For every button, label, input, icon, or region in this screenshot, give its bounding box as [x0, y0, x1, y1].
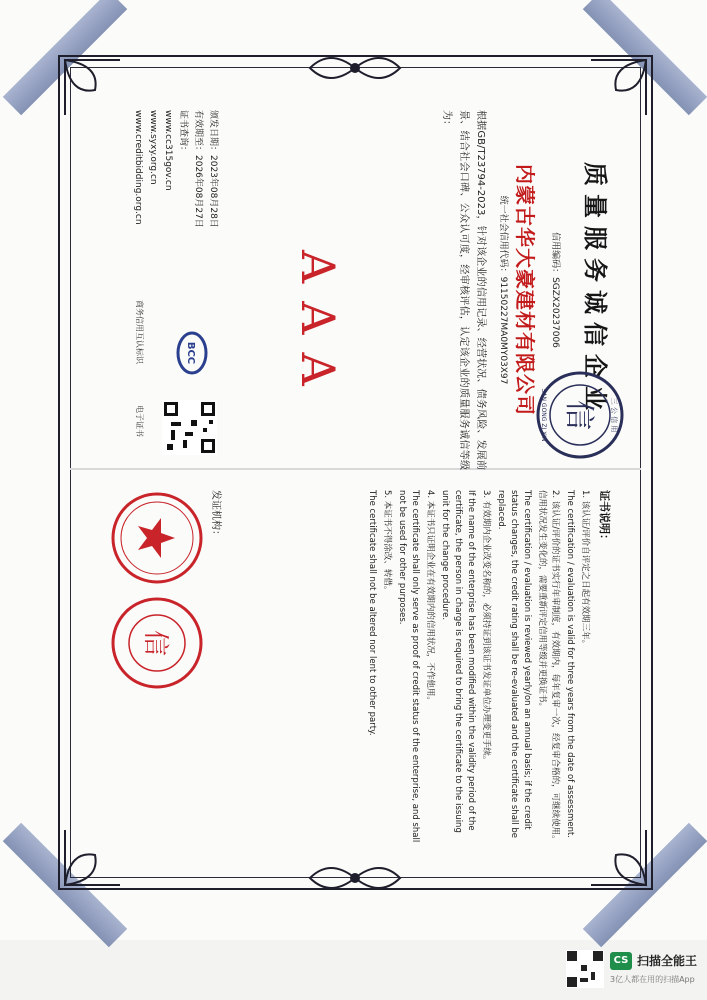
- note-item: 5. 本证书不得涂改、转借。: [382, 490, 392, 595]
- mutual-recognition-label: 商务信用互认标识: [135, 300, 144, 364]
- red-seal-stamp-1-icon: [109, 490, 205, 586]
- credit-code: 信用编码：SGZX20237006: [550, 232, 560, 348]
- note-item: The certificate shall not be altered nor lent to other party.: [367, 490, 377, 736]
- camscanner-logo: CS: [610, 952, 632, 970]
- query-site-1: www.cc315gov.cn: [163, 110, 173, 191]
- svg-text:信: 信: [140, 629, 170, 657]
- issue-date: 颁发日期：2023年08月28日: [208, 110, 218, 228]
- note-item: 3. 有效期内企业改变名称的，必须持证到该证书发证单位办理变更手续。: [481, 490, 491, 765]
- certificate-qr-code-icon[interactable]: [162, 400, 217, 455]
- certificate-title: 质量服务诚信企业: [581, 162, 610, 418]
- unified-social-credit-code: 统一社会信用代码：91150227MA0MY03X97: [498, 195, 508, 385]
- query-site-3: www.creditbidding.org.cn: [133, 110, 143, 225]
- note-item: The certification / evaluation is valid for three years from the date of assessment.: [565, 490, 575, 839]
- scanner-tagline: 3亿人都在用的扫描App: [610, 975, 695, 984]
- bcc-logo-icon: [169, 330, 215, 376]
- seal-bottom-text: SAN GONG ZI XIN: [540, 388, 547, 442]
- note-item: 4. 本证书只证明企业在有效期内的信用状况，不作他用。: [425, 490, 435, 705]
- certificate-notes: [95, 480, 615, 860]
- certificate-main: [95, 100, 618, 480]
- issuer-label: 发证机构：: [210, 490, 221, 540]
- bcc-logo-text: BCC: [185, 341, 196, 365]
- note-item: 1. 该认证/评价自评定之日起有效期三年。: [580, 490, 590, 649]
- assessment-basis: 根据GB/T23794-2023，针对该企业的信用记录、经营状况、债务风险、发展前景、结合社会口碑、公众认可度，经审核评估，认定该企业的质量服务诚信等级为：: [441, 110, 486, 470]
- scanner-qr-icon: [566, 950, 604, 988]
- seal-center-glyph: 信: [561, 400, 596, 430]
- electronic-certificate-label: 电子证书: [135, 405, 144, 437]
- sangong-seal-icon: [535, 370, 625, 460]
- note-item: 2. 该认证/评价的证书实行年审制度，有效期内，每年复审一次，经复审合格的，可继续使用。信用状况发生变化的，需要重新评定信用等级并更换证书。: [537, 490, 560, 844]
- note-item: The certification / evaluation is reviewed yearly/on an annual basis; if the credit status changes, the credit rating shall be re-evaluated and the certificate shall be replaced.: [496, 490, 532, 838]
- ornament-top-center-icon: [300, 48, 410, 88]
- credit-grade: AAA: [291, 250, 345, 404]
- notes-list: [363, 490, 591, 850]
- notes-title: 证书说明：: [598, 490, 611, 545]
- ornament-bottom-center-icon: [300, 858, 410, 898]
- red-seal-stamp-2-icon: [109, 595, 205, 691]
- seal-top-text: 三 公 信 用: [610, 397, 618, 433]
- query-site-2: www.syxy.org.cn: [148, 110, 158, 185]
- certificate-meta: [130, 110, 220, 228]
- company-name: 内蒙古华大豪建材有限公司: [513, 164, 537, 416]
- valid-until: 有效期至：2026年08月27日: [193, 110, 203, 228]
- certificate-content: [95, 100, 618, 860]
- note-item: The certificate shall only serve as proof of credit status of the enterprise, and shall not be used for other purposes.: [397, 490, 420, 843]
- note-item: If the name of the enterprise has been modified within the validity period of the certificate, the person in charge is required to bring the certificate to the issuing unit for the change procedure.: [440, 490, 476, 833]
- scanner-app-name: 扫描全能王: [637, 954, 698, 968]
- query-label: 证书查询：: [178, 110, 188, 156]
